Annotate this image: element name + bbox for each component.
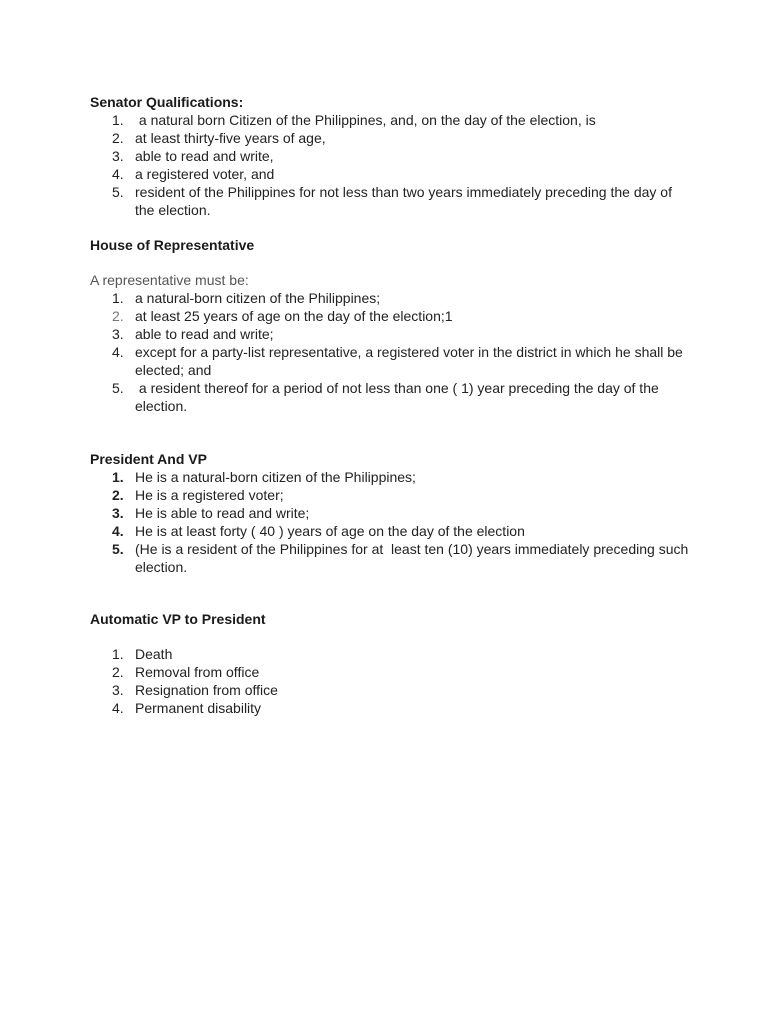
item-number: 1. bbox=[112, 646, 124, 662]
house-of-representative-section bbox=[90, 236, 690, 415]
item-number: 4. bbox=[112, 166, 124, 182]
item-text: a natural-born citizen of the Philippines; bbox=[135, 290, 381, 306]
section-heading: Automatic VP to President bbox=[90, 611, 266, 627]
item-number: 2. bbox=[112, 487, 124, 503]
item-text: (He is a resident of the Philippines for at least ten (10) years immediately preceding such election. bbox=[135, 541, 693, 575]
item-number: 3. bbox=[112, 326, 124, 342]
succession-list bbox=[90, 645, 690, 717]
list-item bbox=[90, 111, 690, 129]
list-item bbox=[90, 147, 690, 165]
list-item bbox=[90, 645, 690, 663]
section-heading: House of Representative bbox=[90, 237, 255, 253]
list-item bbox=[90, 504, 690, 522]
list-item bbox=[90, 540, 693, 576]
item-text: able to read and write; bbox=[135, 326, 274, 342]
item-number: 5. bbox=[112, 380, 124, 396]
item-text: a resident thereof for a period of not less than one ( 1) year preceding the day of the election. bbox=[135, 380, 663, 414]
item-text: resident of the Philippines for not less than two years immediately preceding the day of the election. bbox=[135, 184, 672, 218]
item-number: 2. bbox=[112, 130, 124, 146]
item-text: a natural born Citizen of the Philippines, and, on the day of the election, is bbox=[135, 112, 596, 128]
item-number: 3. bbox=[112, 505, 124, 521]
item-number: 5. bbox=[112, 184, 124, 200]
senator-qualifications-section bbox=[90, 93, 690, 219]
list-item bbox=[90, 681, 690, 699]
item-number: 3. bbox=[112, 682, 124, 698]
item-text: a registered voter, and bbox=[135, 166, 275, 182]
item-text: Permanent disability bbox=[135, 700, 262, 716]
item-number: 3. bbox=[112, 148, 124, 164]
item-number: 1. bbox=[112, 469, 124, 485]
list-item bbox=[90, 699, 690, 717]
item-text: Removal from office bbox=[135, 664, 260, 680]
item-text: Death bbox=[135, 646, 173, 662]
president-and-vp-section bbox=[90, 450, 693, 576]
list-item bbox=[90, 343, 690, 379]
list-item bbox=[90, 522, 690, 540]
qualification-list bbox=[90, 289, 690, 415]
section-heading: President And VP bbox=[90, 451, 207, 467]
list-item bbox=[90, 663, 690, 681]
item-text: He is a natural-born citizen of the Philippines; bbox=[135, 469, 416, 485]
item-number: 4. bbox=[112, 700, 124, 716]
section-intro: A representative must be: bbox=[90, 272, 249, 288]
item-text: He is able to read and write; bbox=[135, 505, 310, 521]
list-item bbox=[90, 129, 690, 147]
list-item bbox=[90, 468, 690, 486]
item-number: 1. bbox=[112, 290, 124, 306]
section-heading: Senator Qualifications: bbox=[90, 94, 244, 110]
item-text: He is a registered voter; bbox=[135, 487, 284, 503]
list-item bbox=[90, 486, 690, 504]
list-item bbox=[90, 165, 690, 183]
item-number: 1. bbox=[112, 112, 124, 128]
list-item bbox=[90, 379, 690, 415]
item-number: 4. bbox=[112, 523, 124, 539]
list-item bbox=[90, 289, 690, 307]
item-text: except for a party-list representative, a registered voter in the district in which he shall be elected; and bbox=[135, 344, 683, 378]
item-number: 5. bbox=[112, 541, 124, 557]
qualification-list bbox=[90, 111, 690, 219]
qualification-list bbox=[90, 468, 693, 576]
item-text: at least thirty-five years of age, bbox=[135, 130, 326, 146]
item-text: able to read and write, bbox=[135, 148, 274, 164]
list-item bbox=[90, 325, 690, 343]
item-number: 4. bbox=[112, 344, 124, 360]
item-text: at least 25 years of age on the day of the election;1 bbox=[135, 308, 453, 324]
list-item bbox=[90, 183, 690, 219]
list-item bbox=[90, 307, 690, 325]
item-number: 2. bbox=[112, 308, 124, 324]
item-number: 2. bbox=[112, 664, 124, 680]
automatic-vp-to-president-section bbox=[90, 610, 690, 717]
item-text: Resignation from office bbox=[135, 682, 278, 698]
item-text: He is at least forty ( 40 ) years of age on the day of the election bbox=[135, 523, 525, 539]
